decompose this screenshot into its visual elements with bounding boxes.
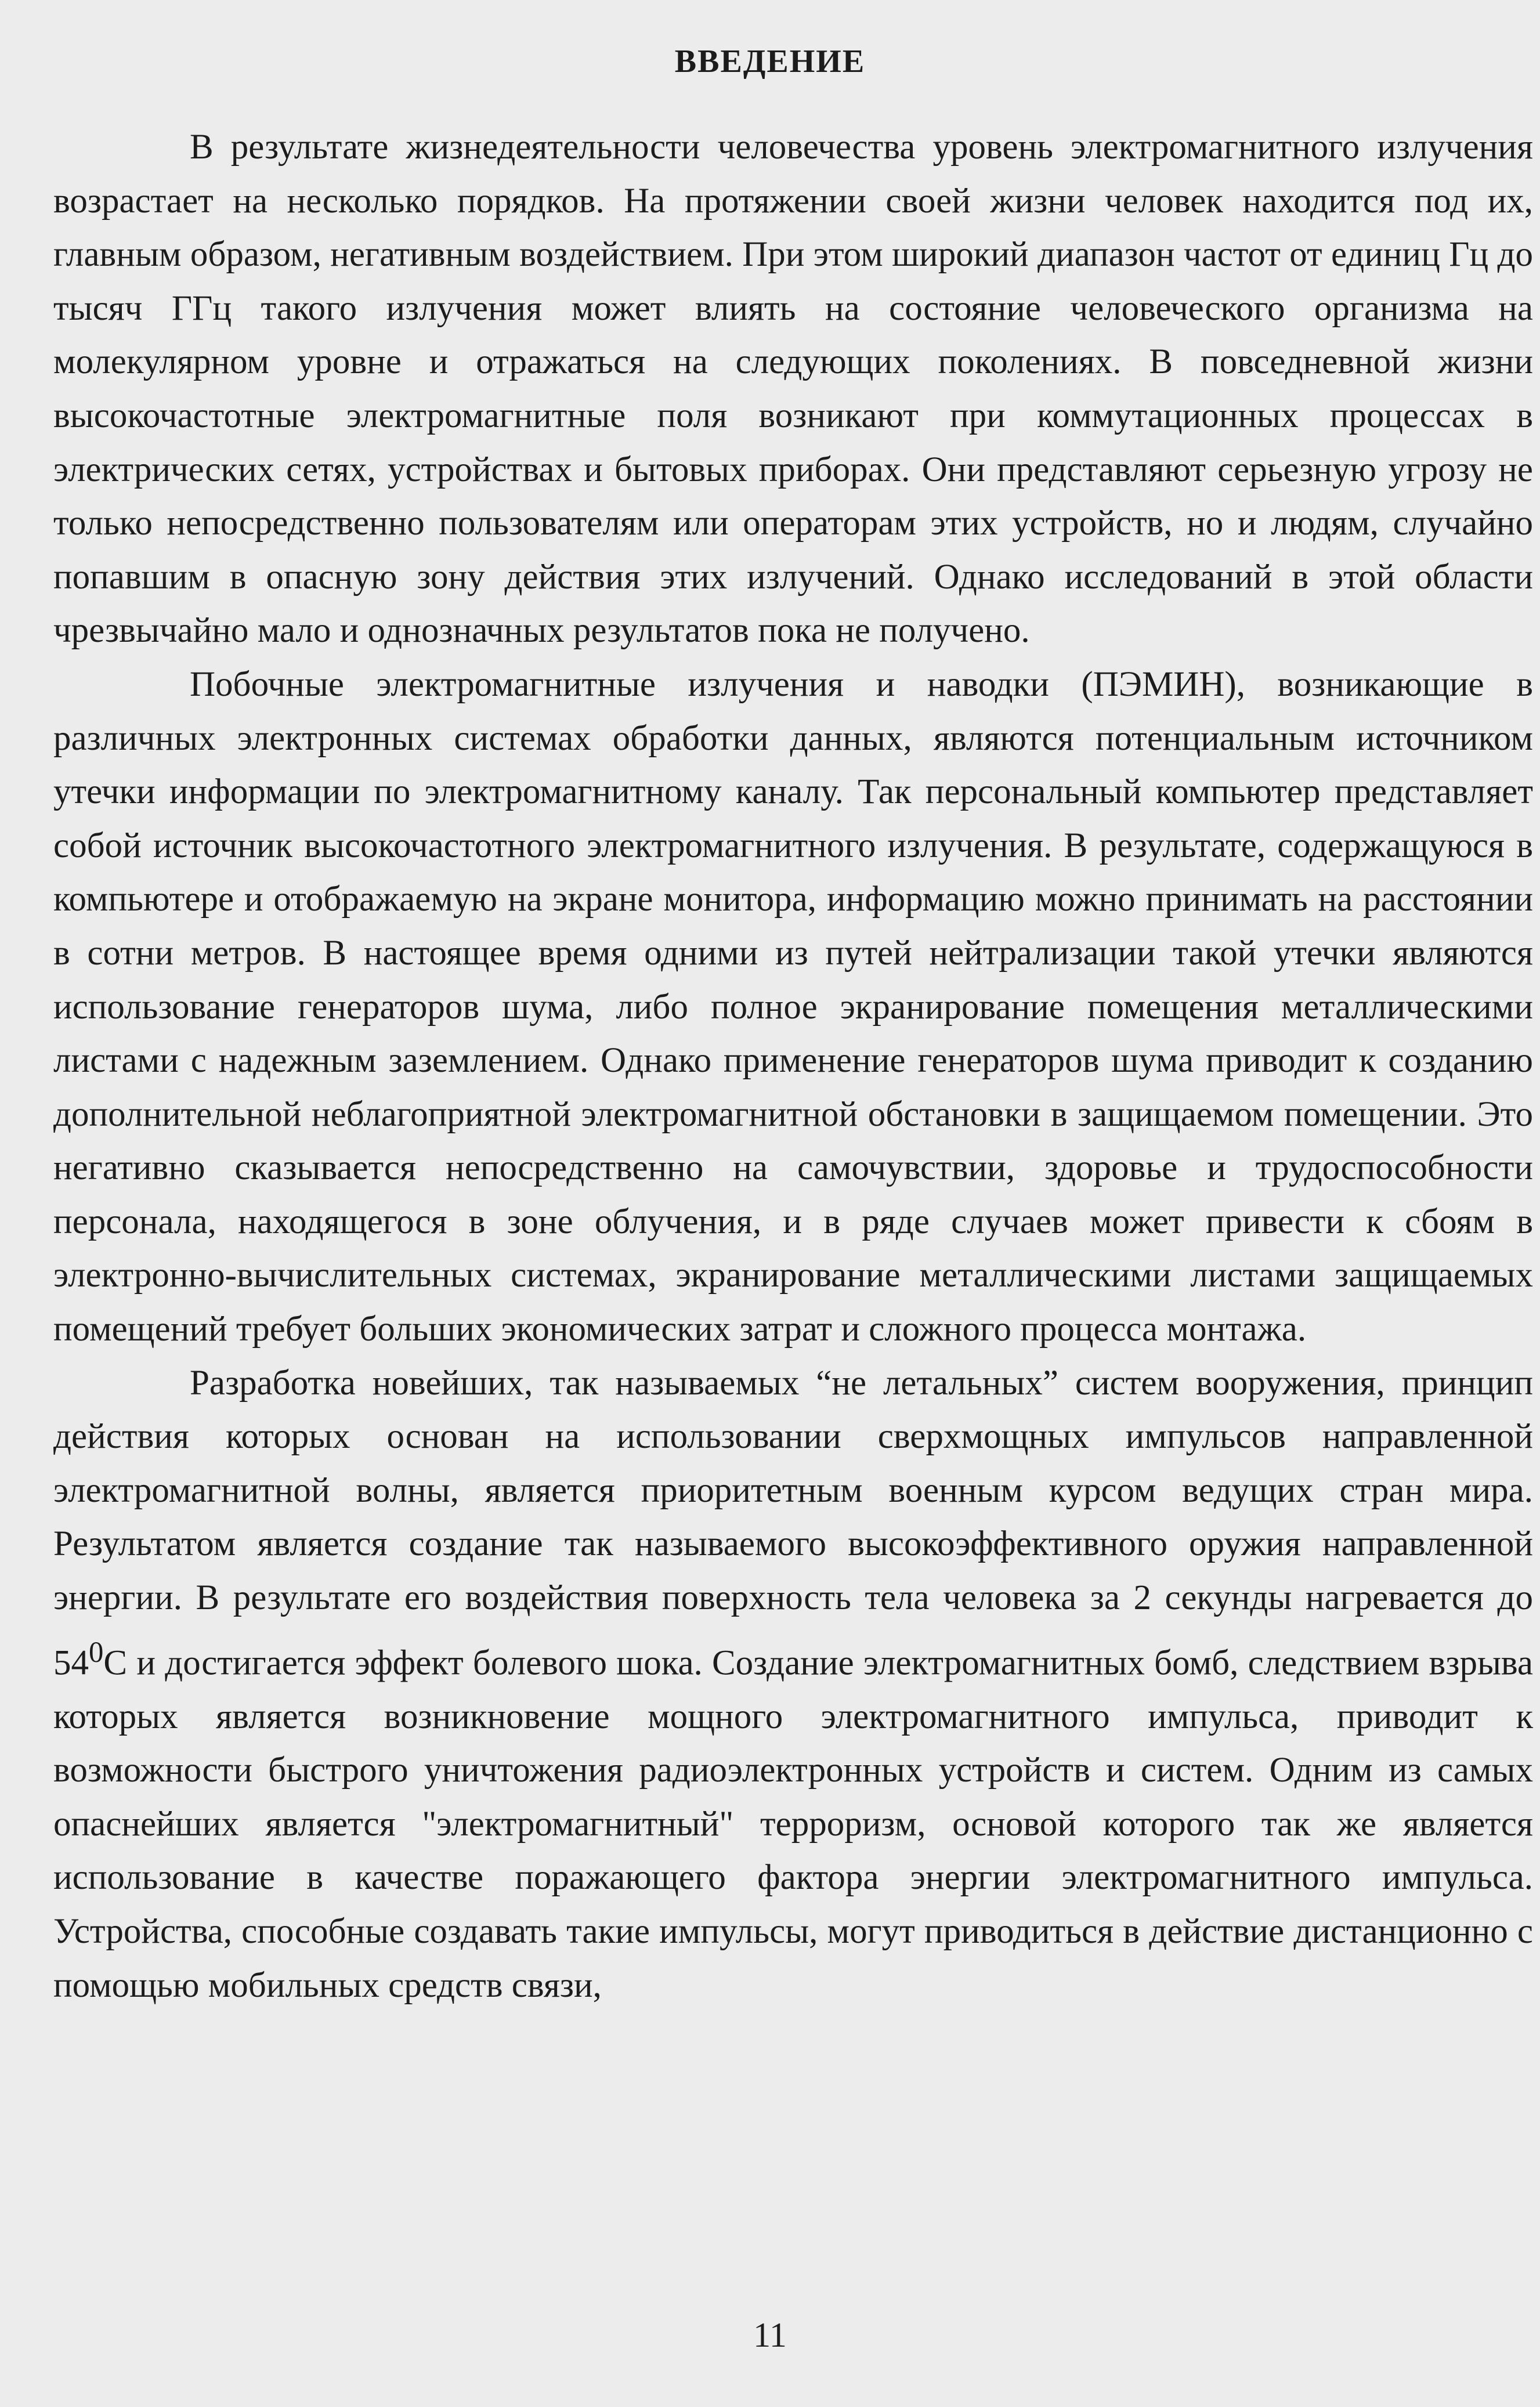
paragraph-3-part-1: Разработка новейших, так называемых “не летальных” систем вооружения, принцип действия которых основан на использовании сверхмощных импульсов направленной электромагнитной волны, является приоритетным военным курсом ведущих стран мира. Результатом является создание так называемого высокоэффективного оружия направленной энергии. В результате его воздействия поверхность тела человека за 2 секунды нагревается до 54 [53, 1363, 1533, 1682]
body-text [53, 121, 1533, 2012]
paragraph-3 [53, 1357, 1533, 2012]
page-title: ВВЕДЕНИЕ [674, 44, 866, 79]
paragraph-1: В результате жизнедеятельности человечества уровень электромагнитного излучения возрастает на несколько порядков. На протяжении своей жизни человек находится под их, главным образом, негативным воздействием. При этом широкий диапазон частот от единиц Гц до тысяч ГГц такого излучения может влиять на состояние человеческого организма на молекулярном уровне и отражаться на следующих поколениях. В повседневной жизни высокочастотные электромагнитные поля возникают при коммутационных процессах в электрических сетях, устройствах и бытовых приборах. Они представляют серьезную угрозу не только непосредственно пользователям или операторам этих устройств, но и людям, случайно попавшим в опасную зону действия этих излучений. Однако исследований в этой области чрезвычайно мало и однозначных результатов пока не получено. [53, 128, 1533, 650]
degree-superscript: 0 [89, 1635, 104, 1668]
page-number: 11 [753, 2316, 787, 2354]
paragraph-2: Побочные электромагнитные излучения и наводки (ПЭМИН), возникающие в различных электронных системах обработки данных, являются потенциальным источником утечки информации по электромагнитному каналу. Так персональный компьютер представляет собой источник высокочастотного электромагнитного излучения. В результате, содержащуюся в компьютере и отображаемую на экране монитора, информацию можно принимать на расстоянии в сотни метров. В настоящее время одними из путей нейтрализации такой утечки являются использование генераторов шума, либо полное экранирование помещения металлическими листами с надежным заземлением. Однако применение генераторов шума приводит к созданию дополнительной неблагоприятной электромагнитной обстановки в защищаемом помещении. Это негативно сказывается непосредственно на самочувствии, здоровье и трудоспособности персонала, находящегося в зоне облучения, и в ряде случаев может привести к сбоям в электронно-вычислительных системах, экранирование металлическими листами защищаемых помещений требует больших экономических затрат и сложного процесса монтажа. [53, 664, 1533, 1349]
paragraph-3-part-2: С и достигается эффект болевого шока. Создание электромагнитных бомб, следствием взрыва которых является возникновение мощного электромагнитного импульса, приводит к возможности быстрого уничтожения радиоэлектронных устройств и систем. Одним из самых опаснейших является "электромагнитный" терроризм, основой которого так же является использование в качестве поражающего фактора энергии электромагнитного импульса. Устройства, способные создавать такие импульсы, могут приводиться в действие дистанционно с помощью мобильных средств связи, [53, 1643, 1533, 2005]
